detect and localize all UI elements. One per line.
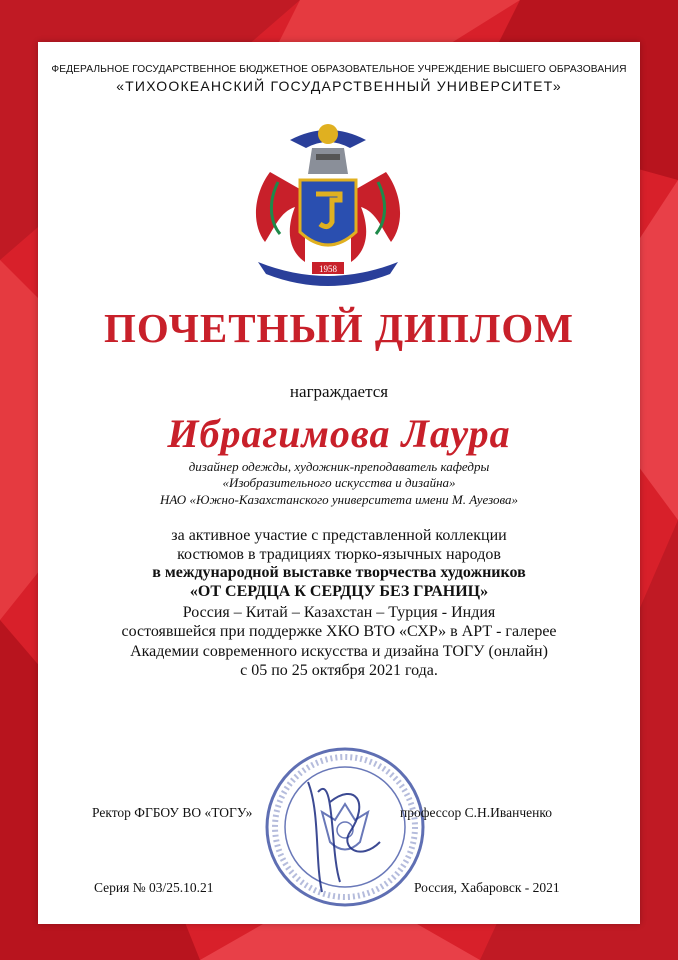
body-line: Академии современного искусства и дизайна ТОГУ (онлайн) xyxy=(130,643,548,660)
place-year: Россия, Хабаровск - 2021 xyxy=(414,880,560,895)
svg-text:1958: 1958 xyxy=(319,264,337,274)
countries-line: Россия – Китай – Казахстан – Турция - Индия xyxy=(182,604,496,621)
exhibition-line: в международной выставке творчества художников xyxy=(152,564,526,581)
position-line: дизайнер одежды, художник-преподаватель кафедры xyxy=(188,459,490,474)
institution-line-1: ФЕДЕРАЛЬНОЕ ГОСУДАРСТВЕННОЕ БЮДЖЕТНОЕ ОБРАЗОВАТЕЛЬНОЕ УЧРЕЖДЕНИЕ ВЫСШЕГО ОБРАЗОВАНИЯ xyxy=(51,64,627,75)
awarded-label: награждается xyxy=(289,382,389,401)
body-line: состоявшейся при поддержке ХКО ВТО «СХР» в АРТ - галерее xyxy=(121,623,557,640)
signature-icon xyxy=(308,782,380,892)
signatory-left: Ректор ФГБОУ ВО «ТОГУ» xyxy=(92,805,253,820)
diploma-sheet xyxy=(38,42,640,924)
university-coat-of-arms-icon xyxy=(250,112,406,287)
diploma-title: ПОЧЕТНЫЙ ДИПЛОМ xyxy=(104,305,574,351)
body-line: за активное участие с представленной коллекции xyxy=(171,527,507,544)
official-seal-icon xyxy=(260,742,430,912)
position-line: НАО «Южно-Казахстанского университета имени М. Ауезова» xyxy=(159,492,519,507)
exhibition-title: «ОТ СЕРДЦА К СЕРДЦУ БЕЗ ГРАНИЦ» xyxy=(189,583,489,600)
position-line: «Изобразительного искусства и дизайна» xyxy=(222,475,456,490)
body-line: костюмов в традициях тюрко-язычных народов xyxy=(177,546,501,563)
institution-line-2: «ТИХООКЕАНСКИЙ ГОСУДАРСТВЕННЫЙ УНИВЕРСИТЕТ» xyxy=(116,78,562,94)
dates-line: с 05 по 25 октября 2021 года. xyxy=(240,662,438,679)
series-number: Серия № 03/25.10.21 xyxy=(94,880,214,895)
recipient-name: Ибрагимова Лаура xyxy=(167,411,511,456)
signatory-right: профессор С.Н.Иванченко xyxy=(400,805,552,820)
